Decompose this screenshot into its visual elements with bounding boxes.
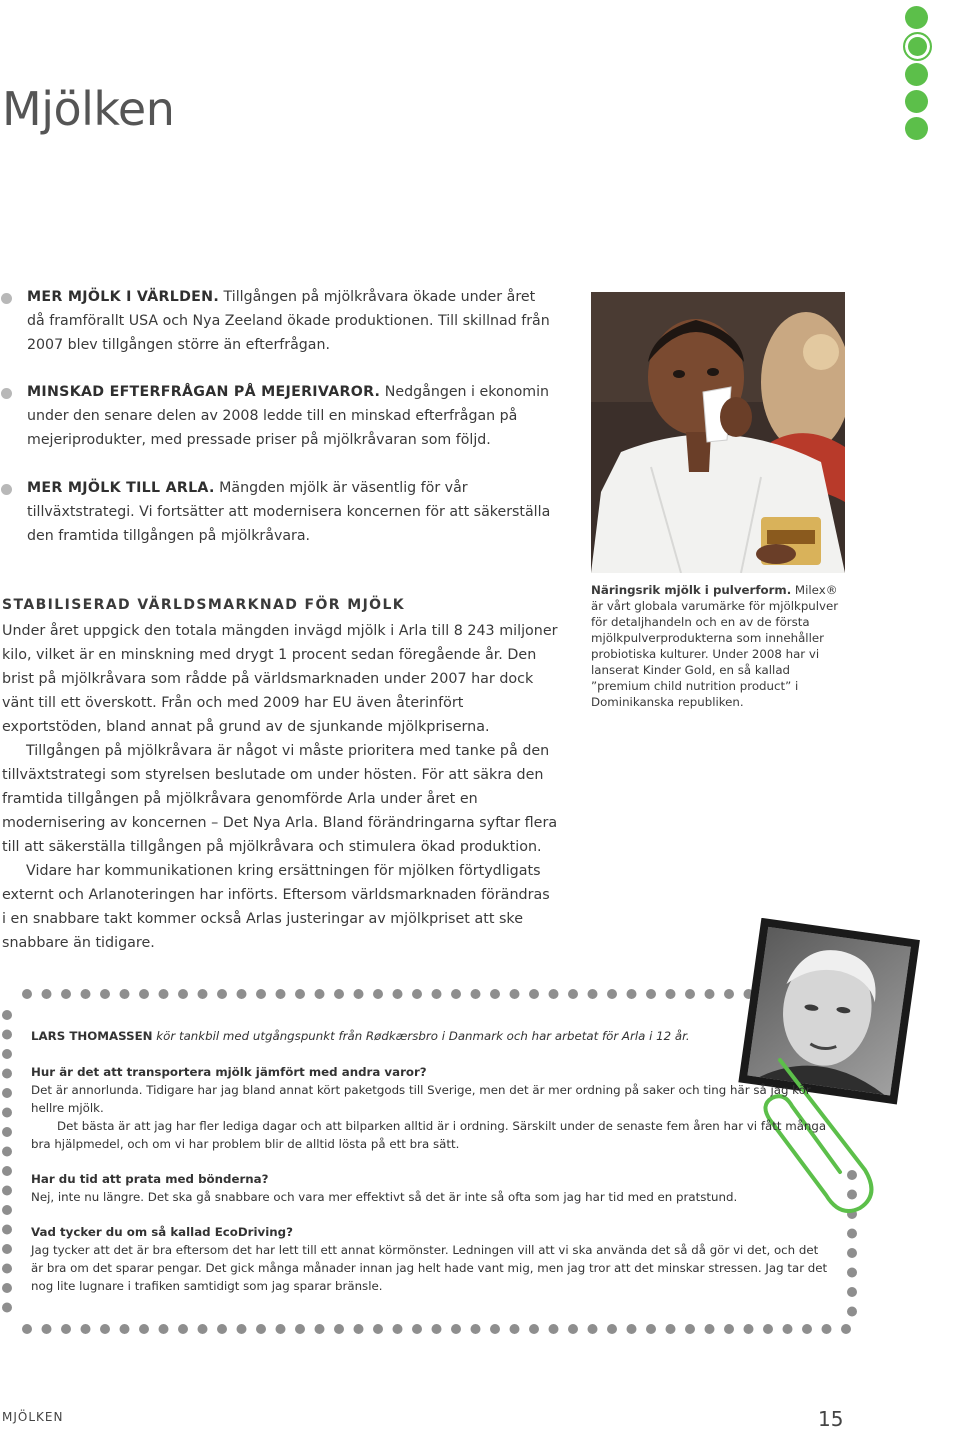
- frame-dot: [256, 1324, 266, 1334]
- frame-dot: [705, 1324, 715, 1334]
- frame-dot: [120, 1324, 130, 1334]
- frame-dot: [724, 989, 734, 999]
- body-paragraph: Tillgången på mjölkråvara är något vi måste prioritera med tanke på den tillväxtstrategi som styrelsen beslutade om under hösten. För att säkra den framtida tillgången på mjölkråvara genomförde Arla under året en modernisering av koncernen – Det Nya Arla. Bland förändringarna syftar flera till att säkerställa tillgången på mjölkråvara och stimulera ökad produktion.: [2, 743, 558, 855]
- frame-dot: [2, 1010, 12, 1020]
- body-paragraph: Under året uppgick den totala mängden invägd mjölk i Arla till 8 243 miljoner kilo, vilket är en minskning med drygt 1 procent sedan föregående år. Den brist på mjölkråvara som rådde på världsmarknaden under 2007 har dock vänt till ett överskott. Från och med 2009 har EU även återinfört exportstöden, bland annat på grund av de sjunkande mjölkpriserna.: [2, 623, 558, 735]
- body-paragraph: Vidare har kommunikationen kring ersättningen för mjölken förtydligats externt och Arlanoteringen har införts. Eftersom världsmarknaden förändras i en snabbare takt kommer också Arlas justeringar av mjölkpriset att ske snabbare än tidigare.: [2, 863, 550, 951]
- frame-dot: [276, 989, 286, 999]
- frame-dot: [822, 1324, 832, 1334]
- frame-dot: [451, 989, 461, 999]
- frame-dot: [847, 1287, 857, 1297]
- bullet-dot-icon: [1, 293, 12, 304]
- frame-dot: [2, 1225, 12, 1235]
- interview-question: Hur är det att transportera mjölk jämfört med andra varor?: [31, 1065, 427, 1079]
- frame-dot: [178, 1324, 188, 1334]
- frame-dot: [763, 1324, 773, 1334]
- bullet-text: Nedgången i ekonomin under den senare delen av 2008 ledde till en minskad efterfrågan på mejeriprodukter, med pressade priser på mjölkråvaran som följd.: [27, 384, 550, 448]
- interview-answer: Jag tycker att det är bra eftersom det har lett till ett annat körmönster. Ledningen vill att vi ska använda det så då gör vi det, och det är bra om det sparar pengar. Det gick många månader innan jag helt hade vant mig, men jag tror att det minskar stressen. Jag tar det nog lite lugnare i trafiken samtidigt som jag sparar bränsle.: [31, 1243, 828, 1293]
- bullet-item: [0, 380, 555, 452]
- frame-dot: [22, 1324, 32, 1334]
- frame-dot: [2, 1127, 12, 1137]
- frame-dot: [393, 989, 403, 999]
- frame-dot: [490, 1324, 500, 1334]
- interview-intro: [31, 1027, 831, 1045]
- green-dot-icon: [905, 90, 928, 113]
- frame-dot: [61, 989, 71, 999]
- frame-dot: [100, 989, 110, 999]
- interview-answer: Det är annorlunda. Tidigare har jag bland annat kört paketgods till Sverige, men det är mer ordning på saker och ting här så jag kör hellre mjölk.: [31, 1083, 811, 1115]
- page-title: Mjölken: [2, 82, 175, 136]
- frame-dot: [646, 1324, 656, 1334]
- frame-dot: [120, 989, 130, 999]
- frame-dot: [588, 1324, 598, 1334]
- frame-dot: [139, 1324, 149, 1334]
- frame-dot: [847, 1268, 857, 1278]
- frame-dot: [451, 1324, 461, 1334]
- frame-dot: [432, 989, 442, 999]
- bullet-item: [0, 285, 555, 357]
- frame-dot: [471, 989, 481, 999]
- qa-block: [31, 1223, 831, 1295]
- frame-dot: [2, 1088, 12, 1098]
- frame-dot: [354, 1324, 364, 1334]
- frame-dot: [2, 1069, 12, 1079]
- frame-dot: [2, 1303, 12, 1313]
- frame-dot: [666, 1324, 676, 1334]
- frame-dot: [178, 989, 188, 999]
- frame-dot: [81, 989, 91, 999]
- frame-dot: [315, 1324, 325, 1334]
- section-heading: STABILISERAD VÄRLDSMARKNAD FÖR MJÖLK: [2, 597, 406, 613]
- frame-dot: [237, 989, 247, 999]
- interview-question: Har du tid att prata med bönderna?: [31, 1172, 269, 1186]
- bullet-item: [0, 476, 555, 548]
- interview-question: Vad tycker du om så kallad EcoDriving?: [31, 1225, 293, 1239]
- frame-dot: [217, 989, 227, 999]
- frame-dot: [724, 1324, 734, 1334]
- frame-dot: [2, 1264, 12, 1274]
- frame-dot: [315, 989, 325, 999]
- frame-dot: [354, 989, 364, 999]
- bullet-text: Tillgången på mjölkråvara ökade under året då framförallt USA och Nya Zeeland ökade produktionen. Till skillnad från 2007 blev tillgången större än efterfrågan.: [27, 289, 550, 353]
- frame-dot: [22, 989, 32, 999]
- frame-dot: [2, 1166, 12, 1176]
- section-body: [2, 619, 558, 955]
- frame-dot: [159, 989, 169, 999]
- bullet-head: MER MJÖLK TILL ARLA.: [27, 480, 215, 496]
- bullet-head: MER MJÖLK I VÄRLDEN.: [27, 289, 220, 305]
- frame-dot: [802, 1324, 812, 1334]
- frame-dot: [529, 989, 539, 999]
- photo-caption: [591, 582, 841, 710]
- caption-text: Milex® är vårt globala varumärke för mjölkpulver för detaljhandeln och en av de första mjölkpulverprodukterna som innehåller probiotiska kulturer. Under 2008 har vi lanserat Kinder Gold, en så kallad ”premium child nutrition product” i Dominikanska republiken.: [591, 583, 839, 709]
- frame-dot: [685, 989, 695, 999]
- frame-dot: [334, 989, 344, 999]
- frame-dot: [568, 989, 578, 999]
- footer-section-label: MJÖLKEN: [2, 1410, 64, 1424]
- frame-dot: [198, 989, 208, 999]
- frame-dot: [783, 1324, 793, 1334]
- frame-dot: [510, 1324, 520, 1334]
- frame-dot: [529, 1324, 539, 1334]
- frame-dot: [159, 1324, 169, 1334]
- frame-dot: [549, 1324, 559, 1334]
- frame-dot: [646, 989, 656, 999]
- frame-dot: [61, 1324, 71, 1334]
- frame-dot: [510, 989, 520, 999]
- caption-head: Näringsrik mjölk i pulverform.: [591, 583, 792, 597]
- frame-dot: [2, 1049, 12, 1059]
- frame-dot: [373, 989, 383, 999]
- frame-dot: [685, 1324, 695, 1334]
- bullet-dot-icon: [1, 484, 12, 495]
- frame-dot: [237, 1324, 247, 1334]
- green-ring-dot-icon: [903, 32, 932, 61]
- qa-block: [31, 1170, 831, 1206]
- frame-dot: [432, 1324, 442, 1334]
- page-number: 15: [818, 1407, 844, 1431]
- frame-dot: [2, 1108, 12, 1118]
- frame-dot: [217, 1324, 227, 1334]
- interview-answer: Nej, inte nu längre. Det ska gå snabbare och vara mer effektivt så det är inte så ofta som jag har tid med en pratstund.: [31, 1190, 738, 1204]
- interview-answer: Det bästa är att jag har fler lediga dagar och att bilparken alltid är i ordning. Särskilt under de senaste fem åren har vi fått många bra hjälpmedel, och om vi har problem blir de alltid lösta på ett bra sätt.: [31, 1119, 827, 1151]
- frame-dot: [198, 1324, 208, 1334]
- interview-content: [31, 1027, 831, 1312]
- bullet-dot-icon: [1, 388, 12, 399]
- frame-dot: [276, 1324, 286, 1334]
- frame-dot: [847, 1248, 857, 1258]
- frame-dot: [549, 989, 559, 999]
- frame-dot: [42, 989, 52, 999]
- frame-dot: [2, 1244, 12, 1254]
- frame-dot: [490, 989, 500, 999]
- frame-dot: [588, 989, 598, 999]
- frame-dot: [2, 1283, 12, 1293]
- frame-dot: [393, 1324, 403, 1334]
- green-dots-decoration: [903, 6, 933, 146]
- frame-dot: [373, 1324, 383, 1334]
- frame-dot: [607, 989, 617, 999]
- frame-dot: [471, 1324, 481, 1334]
- green-dot-icon: [905, 63, 928, 86]
- frame-dot: [2, 1147, 12, 1157]
- frame-dot: [295, 1324, 305, 1334]
- frame-dot: [81, 1324, 91, 1334]
- frame-dot: [627, 989, 637, 999]
- frame-dot: [607, 1324, 617, 1334]
- frame-dot: [100, 1324, 110, 1334]
- bullet-head: MINSKAD EFTERFRÅGAN PÅ MEJERIVAROR.: [27, 384, 381, 400]
- frame-dot: [42, 1324, 52, 1334]
- frame-dot: [627, 1324, 637, 1334]
- frame-dot: [847, 1307, 857, 1317]
- interviewee-name: LARS THOMASSEN: [31, 1029, 153, 1043]
- frame-dot: [841, 1324, 851, 1334]
- interviewee-description: kör tankbil med utgångspunkt från Rødkærsbro i Danmark och har arbetat för Arla i 12 år.: [152, 1029, 690, 1043]
- frame-dot: [412, 1324, 422, 1334]
- frame-dot: [334, 1324, 344, 1334]
- frame-dot: [2, 1186, 12, 1196]
- frame-dot: [744, 1324, 754, 1334]
- frame-dot: [568, 1324, 578, 1334]
- frame-dot: [412, 989, 422, 999]
- frame-dot: [2, 1030, 12, 1040]
- frame-dot: [256, 989, 266, 999]
- bullet-text: Mängden mjölk är väsentlig för vår tillväxtstrategi. Vi fortsätter att modernisera koncernen för att säkerställa den framtida tillgången på mjölkråvara.: [27, 480, 551, 544]
- frame-dot: [2, 1205, 12, 1215]
- frame-dot: [847, 1229, 857, 1239]
- green-dot-icon: [905, 6, 928, 29]
- qa-block: [31, 1063, 831, 1153]
- frame-dot: [666, 989, 676, 999]
- frame-dot: [705, 989, 715, 999]
- boy-drinking-milk-photo: [591, 292, 845, 573]
- frame-dot: [295, 989, 305, 999]
- frame-dot: [139, 989, 149, 999]
- green-dot-icon: [905, 117, 928, 140]
